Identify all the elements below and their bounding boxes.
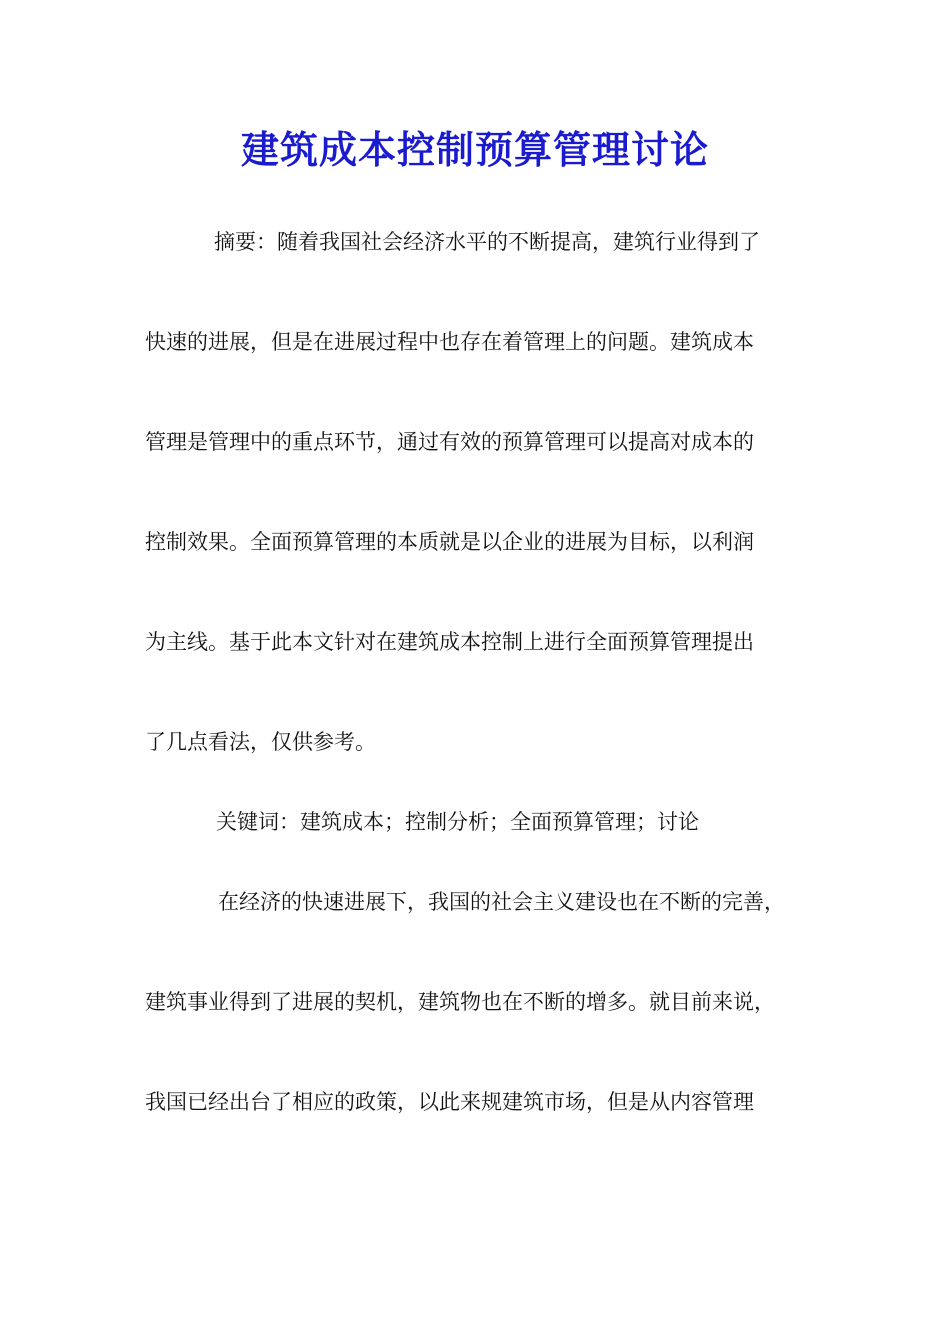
body-line: 建筑事业得到了进展的契机，建筑物也在不断的增多。就目前来说， [145,990,775,1014]
abstract-line: 快速的进展，但是在进展过程中也存在着管理上的问题。建筑成本 [145,330,754,354]
abstract-line: 了几点看法，仅供参考。 [145,730,376,754]
body-line: 在经济的快速进展下，我国的社会主义建设也在不断的完善， [218,890,785,914]
body-line: 我国已经出台了相应的政策，以此来规建筑市场，但是从内容管理 [145,1090,754,1114]
abstract-line: 控制效果。全面预算管理的本质就是以企业的进展为目标，以利润 [145,530,754,554]
abstract-line: 为主线。基于此本文针对在建筑成本控制上进行全面预算管理提出 [145,630,754,654]
document-title: 建筑成本控制预算管理讨论 [240,127,709,172]
abstract-line: 管理是管理中的重点环节，通过有效的预算管理可以提高对成本的 [145,430,754,454]
keywords-line: 关键词：建筑成本；控制分析；全面预算管理；讨论 [216,810,699,834]
abstract-line: 摘要：随着我国社会经济水平的不断提高，建筑行业得到了 [214,230,760,254]
